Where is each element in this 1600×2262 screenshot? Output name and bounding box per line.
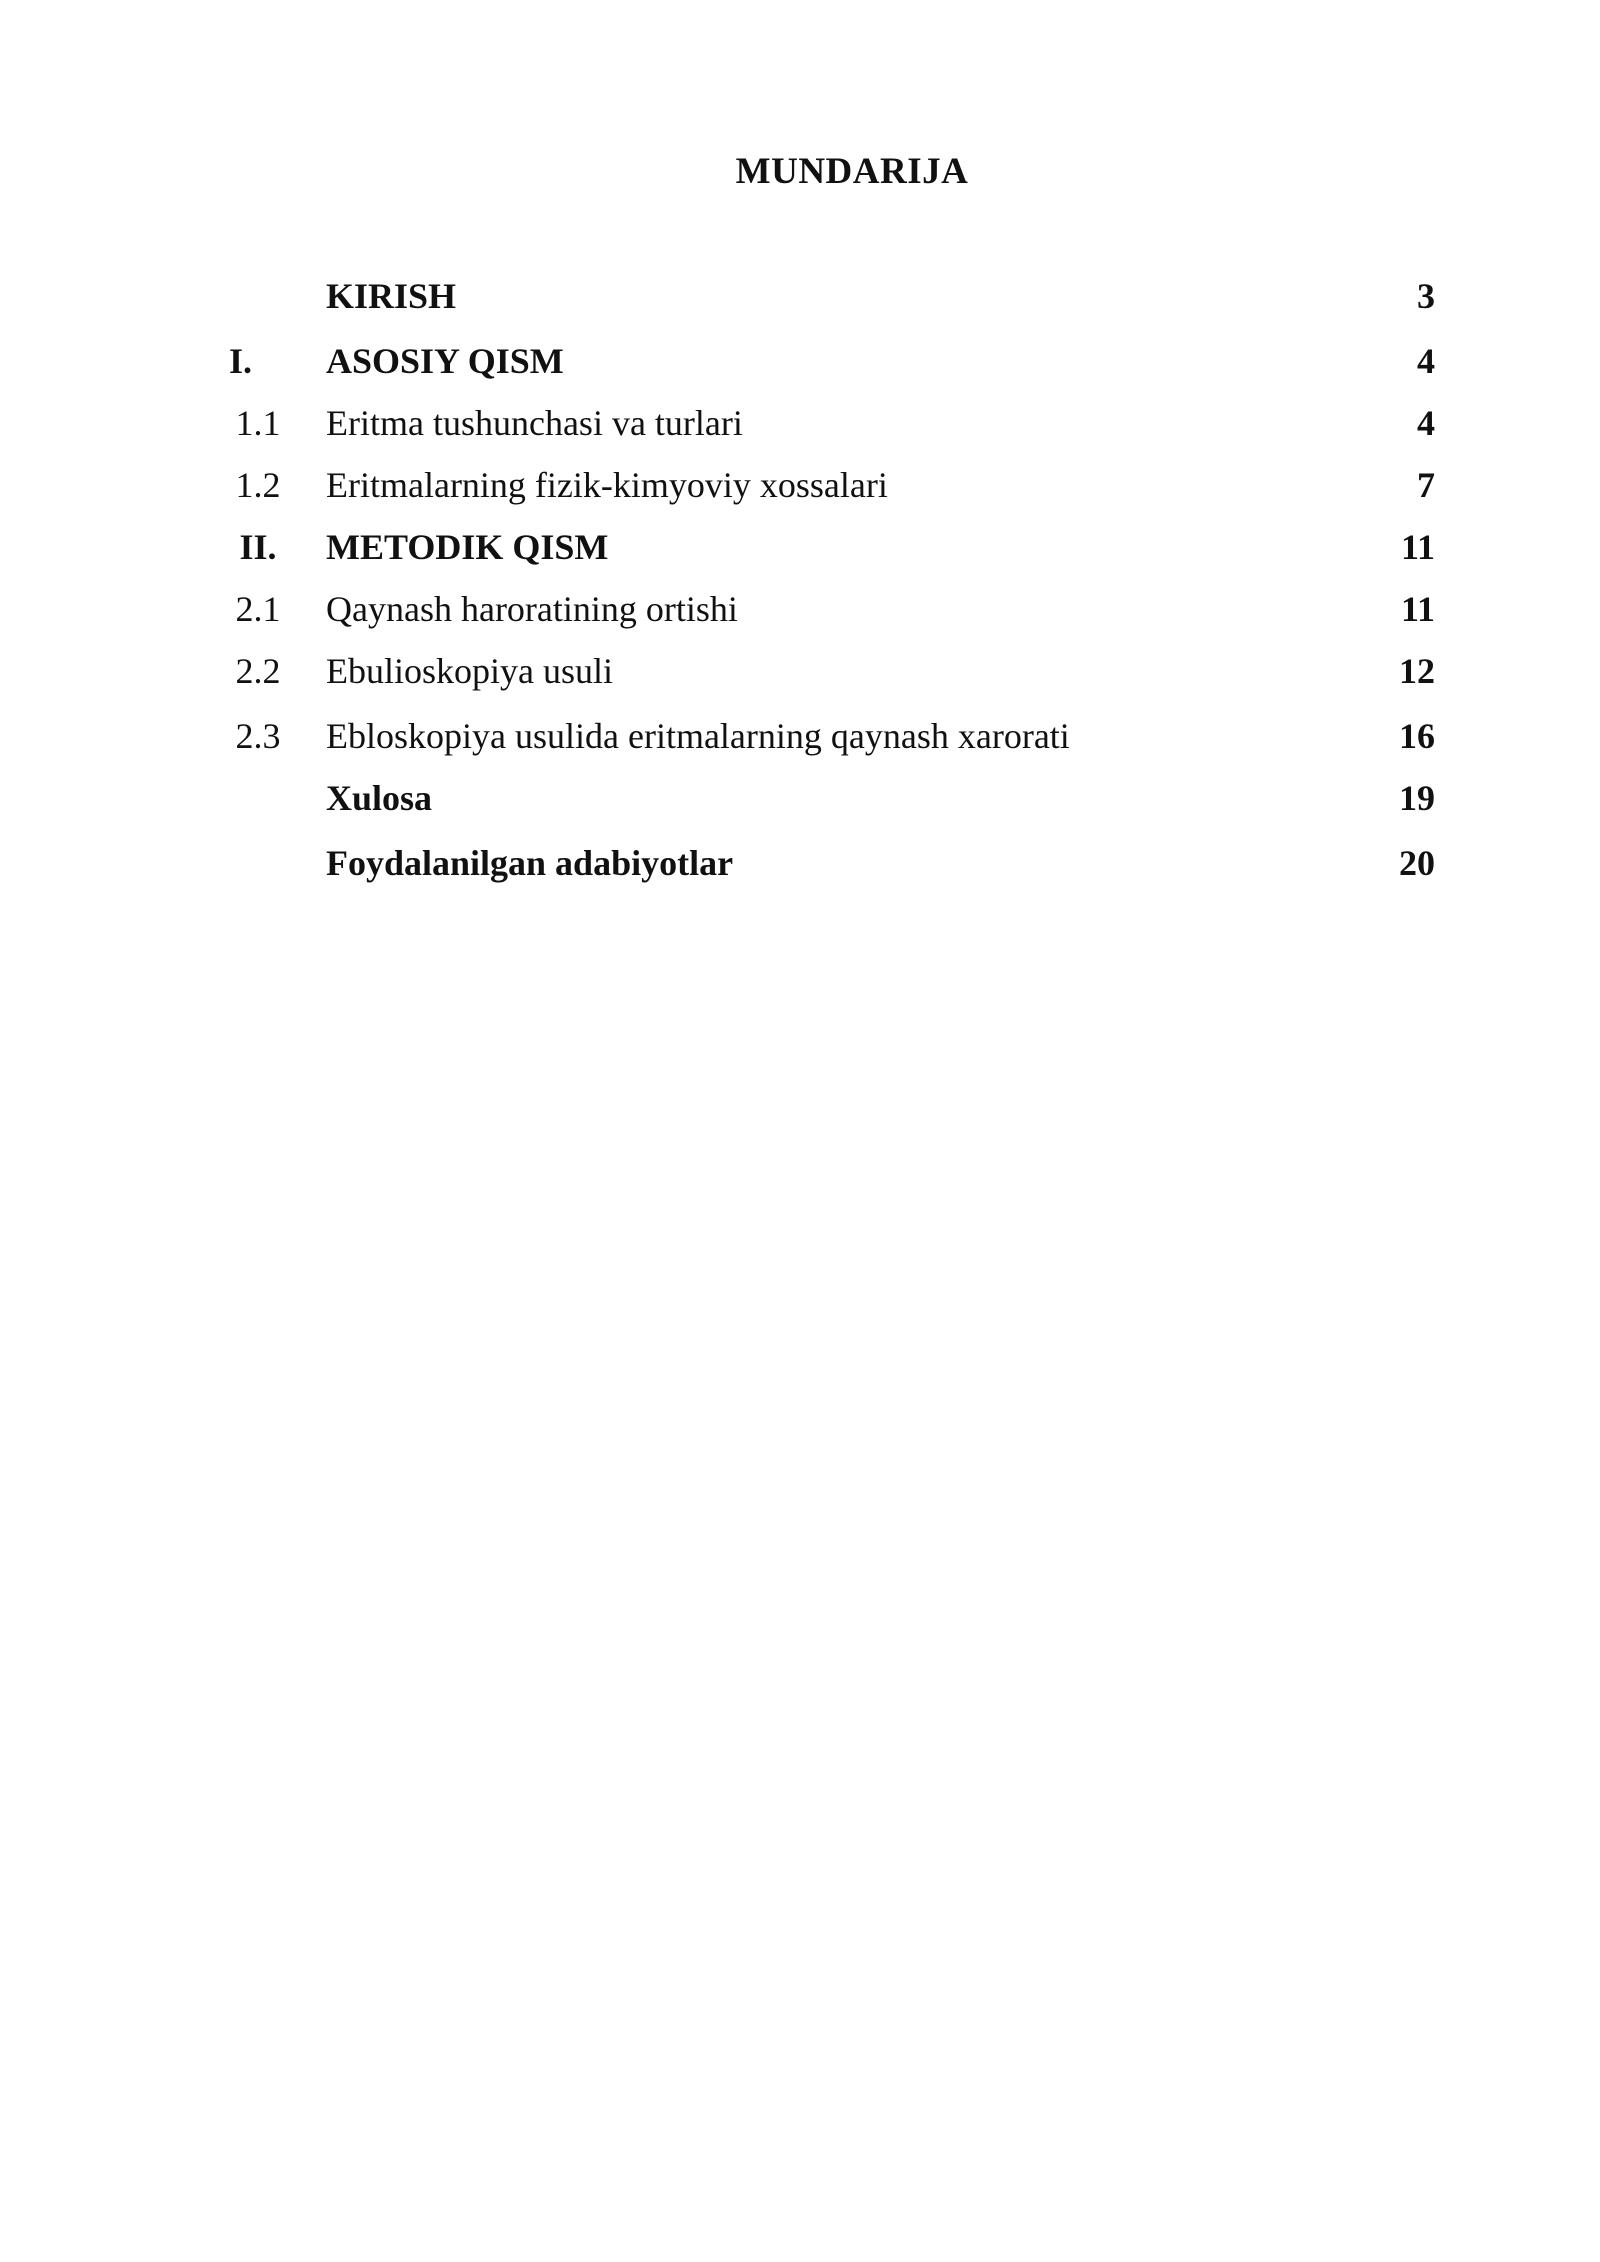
toc-label: Ebulioskopiya usuli [326,651,613,691]
toc-row-kirish [0,271,1600,321]
toc-row-1-2 [0,460,1600,510]
toc-number: 1.1 [235,403,281,443]
toc-row-2-2 [0,646,1600,696]
toc-page-number: 4 [1417,403,1435,443]
toc-label: Ebloskopiya usulida eritmalarning qaynash xarorati [326,716,1070,756]
toc-page-number: 11 [1400,527,1435,567]
toc-label: Eritmalarning fizik-kimyoviy xossalari [326,465,888,505]
toc-number: II. [239,527,277,567]
toc-number: 2.3 [235,716,281,756]
toc-page-number: 20 [1399,843,1435,883]
toc-page-number: 7 [1417,465,1435,505]
toc-label: Xulosa [326,778,433,818]
toc-page-number: 19 [1399,778,1435,818]
toc-row-1-1 [0,398,1600,448]
toc-page-number: 3 [1417,276,1435,316]
toc-row-2-3 [0,711,1600,761]
toc-label: Qaynash haroratining ortishi [326,589,738,629]
toc-row-adabiyotlar [0,838,1600,888]
page-title [0,150,1600,193]
toc-page-number: 12 [1399,651,1435,691]
toc-row-metodik-qism [0,522,1600,572]
toc-number: 1.2 [235,465,281,505]
toc-label: Eritma tushunchasi va turlari [326,403,743,443]
toc-label: KIRISH [326,276,457,316]
toc-page-number: 11 [1400,589,1435,629]
toc-page-number: 16 [1399,716,1435,756]
toc-number: 2.2 [235,651,281,691]
toc-label: ASOSIY QISM [326,341,564,381]
toc-label: Foydalanilgan adabiyotlar [326,843,734,883]
toc-number: I. [229,341,253,381]
toc-label: METODIK QISM [326,527,609,567]
toc-row-asosiy-qism [0,336,1600,386]
toc-page-number: 4 [1417,341,1435,381]
page-title-text: MUNDARIJA [735,151,969,192]
toc-number: 2.1 [235,589,281,629]
toc-row-xulosa [0,773,1600,823]
toc-row-2-1 [0,584,1600,634]
